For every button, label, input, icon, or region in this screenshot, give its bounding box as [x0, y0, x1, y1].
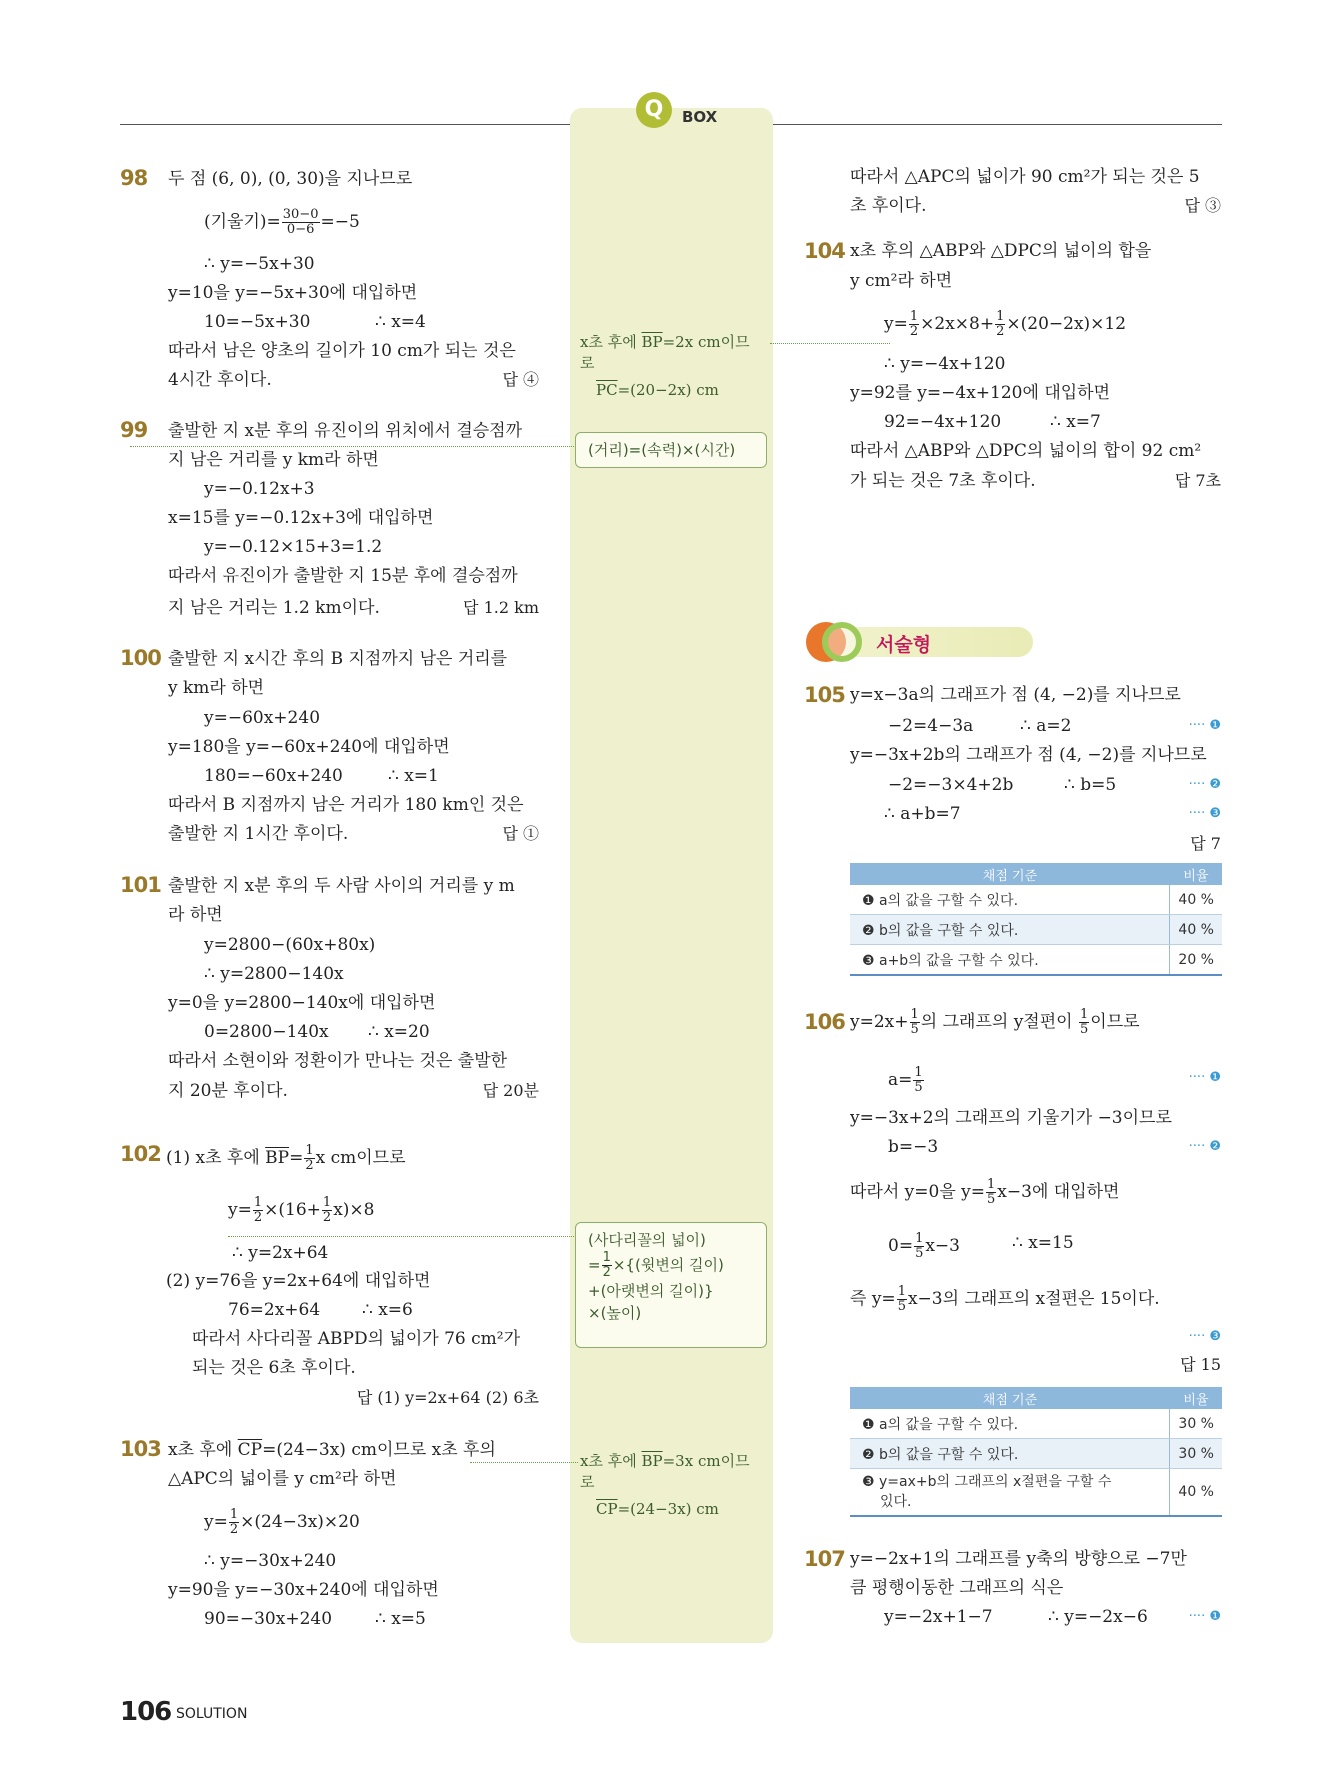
p106-marker-2: ···· ❷	[1188, 1139, 1221, 1154]
p107-line1: y=−2x+1의 그래프를 y축의 방향으로 −7만	[850, 1549, 1187, 1569]
table-row: ❶ a의 값을 구할 수 있다. 40 %	[850, 885, 1222, 915]
p106-line4: b=−3	[888, 1137, 939, 1157]
p103-line1: x초 후에 $\overline{CP}=(24-3x)$ cm이므로 x초 후의	[168, 1440, 496, 1460]
qnote-bp-2x: x초 후에 $\overline{BP}=2x$ cm이므	[580, 333, 750, 351]
p105-line2a: −2=4−3a	[888, 716, 974, 736]
p104-line7: 따라서 △ABP와 △DPC의 넓이의 합이 92 cm²	[850, 441, 1202, 461]
p106-marker-1: ···· ❶	[1188, 1070, 1221, 1085]
p107-line2: 큼 평행이동한 그래프의 식은	[850, 1578, 1064, 1598]
p99-line1: 출발한 지 x분 후의 유진이의 위치에서 결승점까	[168, 421, 523, 441]
table-row: ❶ a의 값을 구할 수 있다. 30 %	[850, 1409, 1222, 1439]
p107-marker-1: ···· ❶	[1188, 1609, 1221, 1624]
p103b-answer: 답 ③	[1184, 196, 1221, 215]
p105-line4a: −2=−3×4+2b	[888, 775, 1014, 795]
p98-line5a: 10=−5x+30	[204, 312, 311, 332]
p105-line4b: ∴ b=5	[1064, 775, 1117, 795]
problem-number-100: 100	[120, 646, 161, 670]
footer-label: SOLUTION	[176, 1706, 248, 1722]
table-row: ❸ a+b의 값을 구할 수 있다. 20 %	[850, 945, 1222, 976]
qnote-pc: $\overline{PC}=(20-2x)$ cm	[596, 381, 719, 399]
p104-line6b: ∴ x=7	[1050, 412, 1101, 432]
p98-answer: 답 ④	[502, 370, 539, 389]
problem-number-103: 103	[120, 1437, 161, 1461]
p98-line7: 4시간 후이다.	[168, 370, 272, 390]
problem-number-106: 106	[804, 1010, 845, 1034]
p103-line5: y=90을 y=−30x+240에 대입하면	[168, 1580, 439, 1600]
p105-table-header-ratio: 비율	[1170, 863, 1222, 885]
p106-line1: y=2x+ $\frac{1}{5}$ 의 그래프의 y절편이 $\frac{1}{5}$ 이므로	[850, 1007, 1140, 1037]
p104-answer: 답 7초	[1174, 471, 1221, 490]
p105-line1: y=x−3a의 그래프가 점 (4, −2)를 지나므로	[850, 685, 1181, 705]
p104-line8: 가 되는 것은 7초 후이다.	[850, 471, 1036, 491]
p106-table-header-criteria: 채점 기준	[850, 1387, 1170, 1409]
p100-line5b: ∴ x=1	[388, 766, 439, 786]
p106-marker-3: ···· ❸	[1188, 1329, 1221, 1344]
qnote-trapezoid-formula: (사다리꼴의 넓이) = $\frac{1}{2}$ ×{(윗변의 길이) +(아랫변의 길이)} ×(높이)	[575, 1222, 767, 1348]
p104-line3: y= $\frac{1}{2}$ ×2x×8+ $\frac{1}{2}$ ×(20−2x)×12	[884, 309, 1127, 339]
p98-line3: ∴ y=−5x+30	[204, 254, 315, 274]
p102-line5a: 76=2x+64	[228, 1300, 321, 1320]
problem-number-98: 98	[120, 166, 148, 190]
p98-slope	[204, 208, 360, 237]
p103b-line2: 초 후이다.	[850, 196, 927, 216]
p106-answer: 답 15	[1180, 1355, 1221, 1374]
p99-line4: x=15를 y=−0.12x+3에 대입하면	[168, 508, 434, 528]
p101-line6b: ∴ x=20	[368, 1022, 430, 1042]
p107-line3a: y=−2x+1−7	[884, 1607, 993, 1627]
p105-answer: 답 7	[1190, 834, 1221, 853]
p106-line6c: ∴ x=15	[1012, 1233, 1074, 1253]
p103-line6a: 90=−30x+240	[204, 1609, 333, 1629]
p100-line1: 출발한 지 x시간 후의 B 지점까지 남은 거리를	[168, 649, 508, 669]
p107-line3b: ∴ y=−2x−6	[1048, 1607, 1148, 1627]
p100-line5a: 180=−60x+240	[204, 766, 343, 786]
p100-line4: y=180을 y=−60x+240에 대입하면	[168, 737, 450, 757]
p101-line6a: 0=2800−140x	[204, 1022, 329, 1042]
p98-line6: 따라서 남은 양초의 길이가 10 cm가 되는 것은	[168, 341, 516, 361]
p100-line3: y=−60x+240	[204, 708, 321, 728]
problem-number-105: 105	[804, 683, 845, 707]
p99-line7: 지 남은 거리는 1.2 km이다.	[168, 598, 380, 618]
problem-number-99: 99	[120, 418, 148, 442]
p103-line3: y= $\frac{1}{2}$ ×(24−3x)×20	[204, 1507, 360, 1537]
qnote-bp-2x-cont: 로	[580, 354, 595, 372]
p102-connector	[228, 1236, 578, 1237]
section-title: 서술형	[876, 634, 932, 656]
p104-line2: y cm²라 하면	[850, 271, 953, 291]
p103-line2: △APC의 넓이를 y cm²라 하면	[168, 1469, 397, 1489]
problem-number-104: 104	[804, 239, 845, 263]
p101-line8: 지 20분 후이다.	[168, 1081, 288, 1101]
table-row: ❷ b의 값을 구할 수 있다. 30 %	[850, 1439, 1222, 1469]
qbox-badge: Q	[636, 92, 672, 128]
p105-table-header-criteria: 채점 기준	[850, 863, 1170, 885]
p106-table-header-ratio: 비율	[1170, 1387, 1222, 1409]
p105-line2b: ∴ a=2	[1020, 716, 1072, 736]
p102-answer: 답 (1) y=2x+64 (2) 6초	[356, 1388, 539, 1407]
page-number: 106	[120, 1697, 172, 1727]
p103-connector	[470, 1462, 578, 1463]
p102-line5b: ∴ x=6	[362, 1300, 413, 1320]
p104-line4: ∴ y=−4x+120	[884, 354, 1006, 374]
p102-line3: ∴ y=2x+64	[232, 1243, 329, 1263]
p100-line2: y km라 하면	[168, 678, 265, 698]
p106-line6: 0= $\frac{1}{5}$ x−3	[888, 1231, 960, 1261]
p105-marker-2: ···· ❷	[1188, 777, 1221, 792]
qnote-bp-3x-cont: 로	[580, 1473, 595, 1491]
p101-line4: ∴ y=2800−140x	[204, 964, 344, 984]
p98-line1: 두 점 (6, 0), (0, 30)을 지나므로	[168, 169, 413, 189]
problem-number-101: 101	[120, 873, 161, 897]
p106-line2: a= $\frac{1}{5}$	[888, 1065, 923, 1095]
p99-answer: 답 1.2 km	[463, 598, 539, 617]
p105-criteria-table	[850, 863, 1222, 976]
p98-slope-label: (기울기)=	[204, 212, 281, 232]
section-icon-ring	[822, 622, 862, 662]
p106-line7: 즉 y= $\frac{1}{5}$ x−3의 그래프의 x절편은 15이다.	[850, 1284, 1160, 1314]
p106-line3: y=−3x+2의 그래프의 기울기가 −3이므로	[850, 1108, 1172, 1128]
p102-line2: y= $\frac{1}{2}$ ×(16+ $\frac{1}{2}$ x)×8	[228, 1195, 375, 1225]
p102-line7: 되는 것은 6초 후이다.	[192, 1358, 356, 1378]
p103-line6b: ∴ x=5	[375, 1609, 426, 1629]
problem-number-107: 107	[804, 1547, 845, 1571]
p102-line4: (2) y=76을 y=2x+64에 대입하면	[166, 1271, 431, 1291]
qnote-cp: $\overline{CP}=(24-3x)$ cm	[596, 1500, 719, 1518]
p106-criteria-table	[850, 1387, 1222, 1517]
p104-line1: x초 후의 △ABP와 △DPC의 넓이의 합을	[850, 241, 1152, 261]
p103-line4: ∴ y=−30x+240	[204, 1551, 337, 1571]
p98-line5b: ∴ x=4	[375, 312, 426, 332]
p101-line5: y=0을 y=2800−140x에 대입하면	[168, 993, 436, 1013]
p99-line2: 지 남은 거리를 y km라 하면	[168, 450, 379, 470]
p99-connector	[130, 446, 578, 447]
p102-line1: (1) x초 후에 $\overline{BP}=$ $\frac{1}{2}$ x cm이므로	[166, 1143, 406, 1173]
p99-line3: y=−0.12x+3	[204, 479, 315, 499]
table-row: ❷ b의 값을 구할 수 있다. 40 %	[850, 915, 1222, 945]
p101-answer: 답 20분	[482, 1081, 539, 1100]
p102-line6: 따라서 사다리꼴 ABPD의 넓이가 76 cm²가	[192, 1329, 521, 1349]
p99-line6: 따라서 유진이가 출발한 지 15분 후에 결승점까	[168, 566, 518, 586]
p106-line5: 따라서 y=0을 y= $\frac{1}{5}$ x−3에 대입하면	[850, 1177, 1120, 1207]
p101-line1: 출발한 지 x분 후의 두 사람 사이의 거리를 y m	[168, 876, 515, 896]
p105-marker-1: ···· ❶	[1188, 718, 1221, 733]
p101-line3: y=2800−(60x+80x)	[204, 935, 376, 955]
p103b-line1: 따라서 △APC의 넓이가 90 cm²가 되는 것은 5	[850, 167, 1200, 187]
p105-line5: ∴ a+b=7	[884, 804, 961, 824]
qnote-distance-formula: (거리)=(속력)×(시간)	[575, 432, 767, 468]
p104-line6a: 92=−4x+120	[884, 412, 1002, 432]
problem-number-102: 102	[120, 1142, 161, 1166]
qbox-label: BOX	[682, 108, 718, 126]
p98-line4: y=10을 y=−5x+30에 대입하면	[168, 283, 418, 303]
p99-line5: y=−0.12×15+3=1.2	[204, 537, 383, 557]
p100-answer: 답 ①	[502, 824, 539, 843]
p101-line2: 라 하면	[168, 905, 223, 925]
p101-line7: 따라서 소현이와 정환이가 만나는 것은 출발한	[168, 1051, 508, 1071]
p100-line6: 따라서 B 지점까지 남은 거리가 180 km인 것은	[168, 795, 524, 815]
p98-slope-fraction: $\frac{30-0}{0-6}$	[282, 207, 319, 237]
p100-line7: 출발한 지 1시간 후이다.	[168, 824, 349, 844]
qnote-bp-2x-connector	[770, 343, 890, 344]
p104-line5: y=92를 y=−4x+120에 대입하면	[850, 383, 1111, 403]
p105-line3: y=−3x+2b의 그래프가 점 (4, −2)를 지나므로	[850, 745, 1207, 765]
p98-slope-eq: =−5	[320, 212, 360, 232]
p105-marker-3: ···· ❸	[1188, 806, 1221, 821]
table-row: ❸ y=ax+b의 그래프의 x절편을 구할 수 있다. 40 %	[850, 1469, 1222, 1517]
qnote-bp-3x: x초 후에 $\overline{BP}=3x$ cm이므	[580, 1452, 750, 1470]
